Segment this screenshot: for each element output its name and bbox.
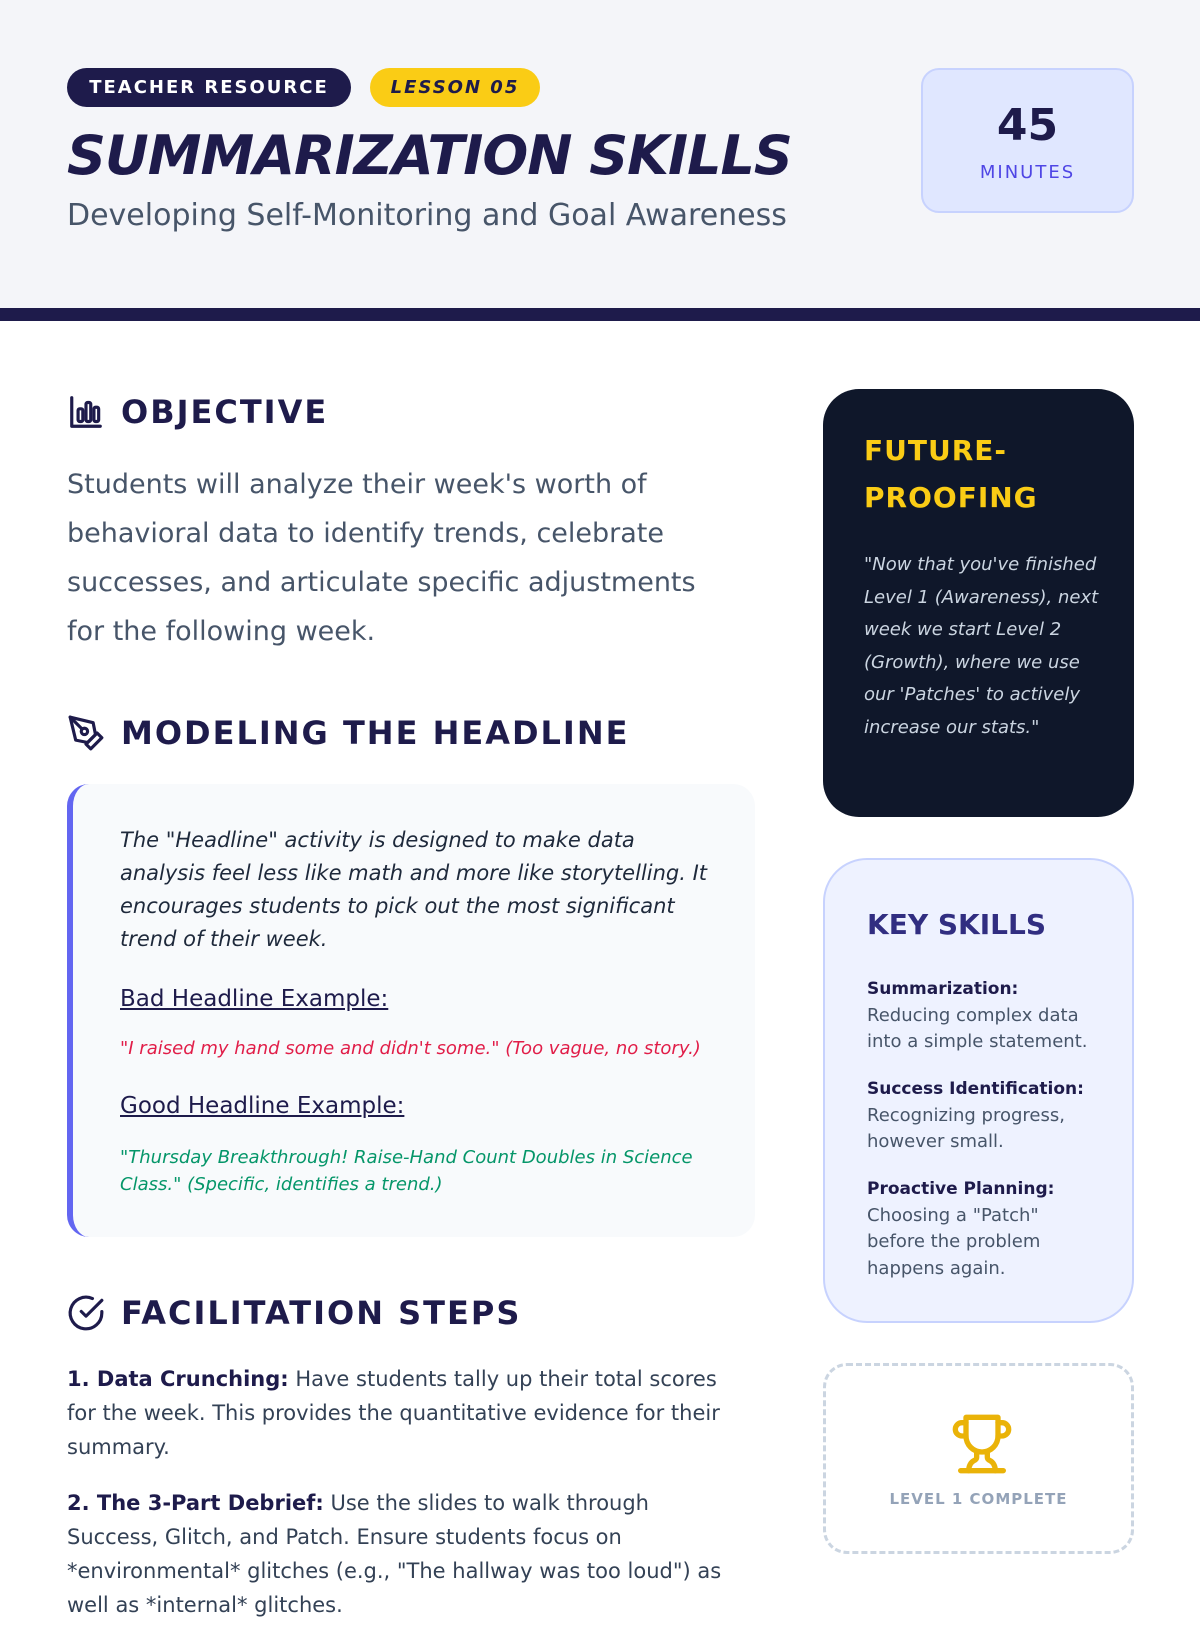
skill-name: Summarization: [867,979,1019,999]
bad-example-label: Bad Headline Example: [120,986,389,1012]
modeling-card [67,784,755,1237]
header-divider [0,308,1200,321]
objective-text: Students will analyze their week's worth of behavioral data to identify trends, celebrate successes, and articulate specific adjustments for the following week. [67,469,696,647]
objective-heading [67,393,328,431]
page-title: SUMMARIZATION SKILLS [67,124,792,187]
skill-item [867,1076,1102,1156]
step-label: 2. The 3-Part Debrief: [67,1491,324,1515]
bad-example-text: "I raised my hand some and didn't some." (Too vague, no story.) [120,1038,701,1059]
facilitation-heading [67,1294,521,1332]
skill-name: Proactive Planning: [867,1179,1055,1199]
lesson-number-badge: LESSON 05 [370,68,540,107]
bar-chart-icon [67,393,105,431]
key-skills-card [823,858,1134,1323]
duration-unit: MINUTES [979,162,1076,183]
teacher-resource-badge: TEACHER RESOURCE [67,68,351,107]
skill-item [867,1176,1102,1282]
trophy-icon [950,1412,1014,1476]
future-proofing-title: FUTURE-PROOFING [864,434,1038,514]
step-text: Have students tally up their total scores for the week. This provides the quantitative evidence for their summary. [67,1367,720,1459]
check-circle-icon [67,1294,105,1332]
good-example-label: Good Headline Example: [120,1093,405,1119]
future-proofing-card [823,389,1134,817]
modeling-heading [67,714,629,752]
step-item [67,1362,737,1464]
skill-name: Success Identification: [867,1079,1084,1099]
section-title: MODELING THE HEADLINE [121,714,630,752]
facilitation-steps [67,1362,737,1644]
good-example-text: "Thursday Breakthrough! Raise-Hand Count Doubles in Science Class." (Specific, identifies a trend.) [120,1147,693,1195]
future-proofing-quote: "Now that you've finished Level 1 (Awareness), next week we start Level 2 (Growth), where we use our 'Patches' to actively increase our stats." [864,554,1099,738]
step-label: 1. Data Crunching: [67,1367,289,1391]
level-complete-card [823,1363,1134,1554]
duration-badge [921,68,1134,213]
lesson-header [0,0,1200,308]
level-complete-label: LEVEL 1 COMPLETE [889,1490,1068,1508]
duration-value: 45 [996,100,1059,151]
skill-description: Reducing complex data into a simple statement. [867,1004,1088,1052]
step-text: Use the slides to walk through Success, Glitch, and Patch. Ensure students focus on *environmental* glitches (e.g., "The hallway was too loud") as well as *internal* glitches. [67,1491,722,1617]
step-item [67,1486,737,1622]
section-title: FACILITATION STEPS [121,1294,522,1332]
skill-item [867,976,1102,1056]
pen-tool-icon [67,714,105,752]
page-subtitle: Developing Self-Monitoring and Goal Awareness [67,198,787,233]
section-title: OBJECTIVE [121,393,329,431]
skill-description: Choosing a "Patch" before the problem happens again. [867,1204,1041,1279]
modeling-intro: The "Headline" activity is designed to make data analysis feel less like math and more like storytelling. It encourages students to pick out the most significant trend of their week. [120,828,708,951]
skill-description: Recognizing progress, however small. [867,1104,1065,1152]
key-skills-title: KEY SKILLS [867,908,1046,941]
